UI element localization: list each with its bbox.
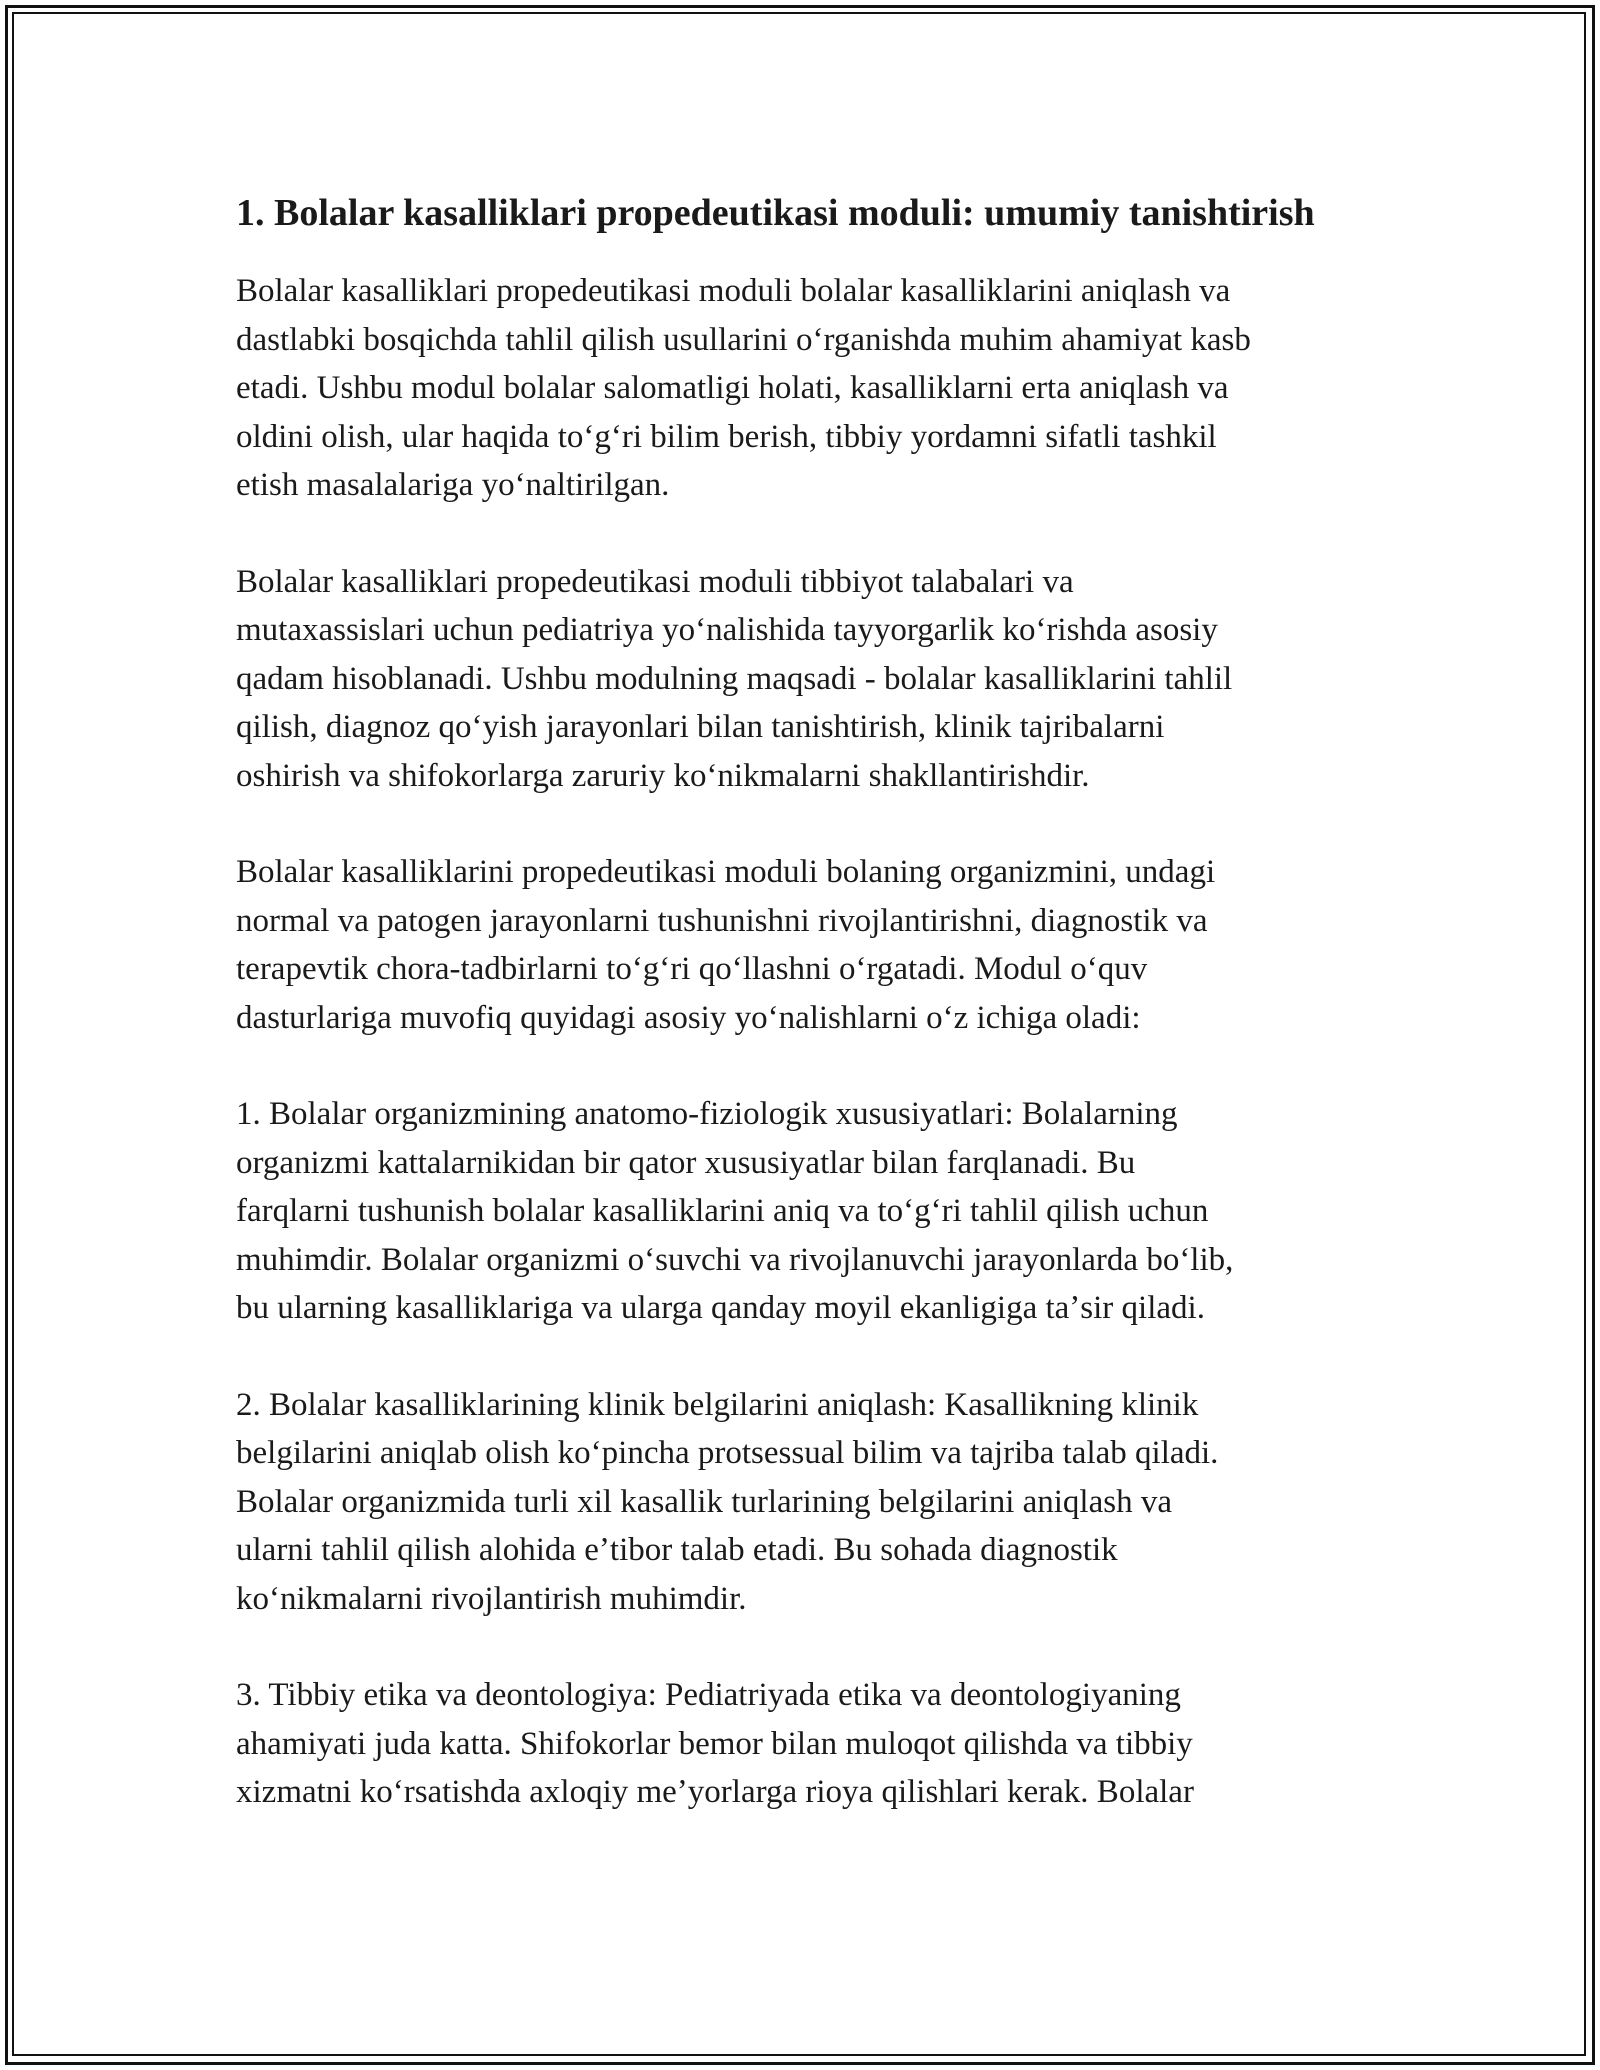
document-body bbox=[236, 186, 1366, 1817]
paragraph-purpose: Bolalar kasalliklari propedeutikasi moduli tibbiyot talabalari va mutaxassislari uchun pediatriya yoʻnalishida tayyorgarlik koʻrishda asosiy qadam hisoblanadi. Ushbu modulning maqsadi - bolalar kasalliklarini tahlil qilish, diagnoz qoʻyish jarayonlari bilan tanishtirish, klinik tajribalarni oshirish va shifokorlarga zaruriy koʻnikmalarni shakllantirishdir. bbox=[236, 563, 1233, 794]
paragraph-directions: Bolalar kasalliklarini propedeutikasi moduli bolaning organizmini, undagi normal va patogen jarayonlarni tushunishni rivojlantirishni, diagnostik va terapevtik chora-tadbirlarni toʻgʻri qoʻllashni oʻrgatadi. Modul oʻquv dasturlariga muvofiq quyidagi asosiy yoʻnalishlarni oʻz ichiga oladi: bbox=[236, 854, 1216, 1036]
paragraph-intro: Bolalar kasalliklari propedeutikasi moduli bolalar kasalliklarini aniqlash va dastlabki bosqichda tahlil qilish usullarini oʻrganishda muhim ahamiyat kasb etadi. Ushbu modul bolalar salomatligi holati, kasalliklarni erta aniqlash va oldini olish, ular haqida toʻgʻri bilim berish, tibbiy yordamni sifatli tashkil etish masalalariga yoʻnaltirilgan. bbox=[236, 273, 1251, 503]
list-item-ethics: 3. Tibbiy etika va deontologiya: Pediatriyada etika va deontologiyaning ahamiyati juda katta. Shifokorlar bemor bilan muloqot qilishda va tibbiy xizmatni koʻrsatishda axloqiy meʼyorlarga rioya qilishlari kerak. Bolalar bbox=[236, 1677, 1194, 1810]
list-item-anatomy: 1. Bolalar organizmining anatomo-fiziologik xususiyatlari: Bolalarning organizmi kattalarnikidan bir qator xususiyatlar bilan farqlanadi. Bu farqlarni tushunish bolalar kasalliklarini aniq va toʻgʻri tahlil qilish uchun muhimdir. Bolalar organizmi oʻsuvchi va rivojlanuvchi jarayonlarda boʻlib, bu ularning kasalliklariga va ularga qanday moyil ekanligiga taʼsir qiladi. bbox=[236, 1096, 1234, 1326]
section-heading: 1. Bolalar kasalliklari propedeutikasi moduli: umumiy tanishtirish bbox=[236, 192, 1315, 234]
list-item-clinical-signs: 2. Bolalar kasalliklarining klinik belgilarini aniqlash: Kasallikning klinik belgilarini aniqlab olish koʻpincha protsessual bilim va tajriba talab qiladi. Bolalar organizmida turli xil kasallik turlarining belgilarini aniqlash va ularni tahlil qilish alohida eʼtibor talab etadi. Bu sohada diagnostik koʻnikmalarni rivojlantirish muhimdir. bbox=[236, 1386, 1219, 1617]
